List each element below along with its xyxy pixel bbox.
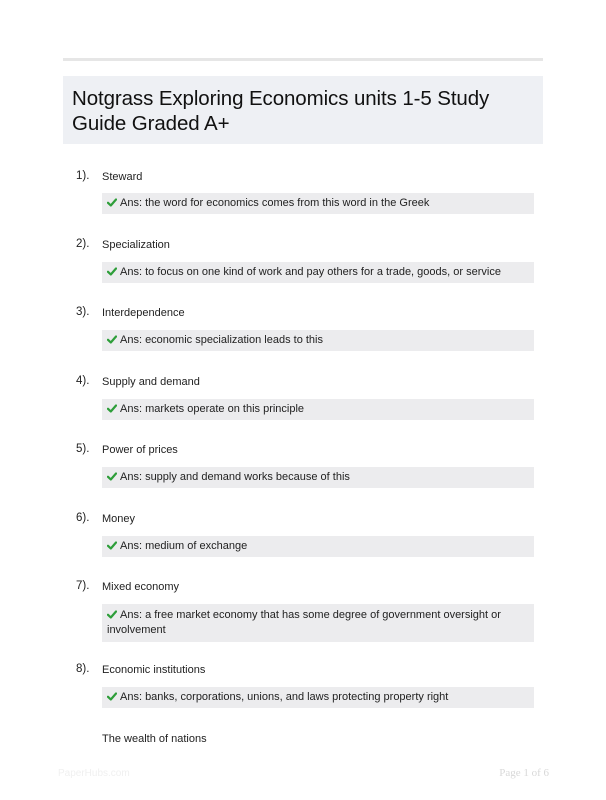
answer-box bbox=[102, 536, 534, 557]
answer-text: Ans: markets operate on this principle bbox=[120, 403, 305, 415]
question-term: The wealth of nations bbox=[102, 733, 207, 745]
document-title: Notgrass Exploring Economics units 1-5 Study Guide Graded A+ bbox=[72, 87, 490, 135]
question-number: 5). bbox=[76, 443, 90, 455]
answer-box bbox=[102, 467, 534, 488]
answer-box bbox=[102, 399, 534, 420]
question-term: Economic institutions bbox=[102, 664, 206, 676]
answer-text: Ans: banks, corporations, unions, and laws protecting property right bbox=[120, 691, 449, 703]
question-term: Specialization bbox=[102, 239, 170, 251]
checkmark-icon bbox=[107, 335, 117, 344]
answer-box bbox=[102, 604, 534, 642]
question-term: Power of prices bbox=[102, 444, 178, 456]
title-box bbox=[63, 76, 543, 144]
question-number: 4). bbox=[76, 375, 90, 387]
question-term: Money bbox=[102, 513, 136, 525]
answer-text: Ans: the word for economics comes from this word in the Greek bbox=[120, 197, 430, 209]
page-indicator: Page 1 of 6 bbox=[499, 767, 549, 779]
answer-text: Ans: a free market economy that has some degree of government oversight or involvement bbox=[107, 609, 501, 636]
question-term: Supply and demand bbox=[102, 376, 200, 388]
checkmark-icon bbox=[107, 472, 117, 481]
checkmark-icon bbox=[107, 692, 117, 701]
question-number: 6). bbox=[76, 512, 90, 524]
checkmark-icon bbox=[107, 610, 117, 619]
answer-box bbox=[102, 193, 534, 214]
question-term: Steward bbox=[102, 171, 143, 183]
question-number: 8). bbox=[76, 663, 90, 675]
answer-text: Ans: supply and demand works because of this bbox=[120, 471, 350, 483]
checkmark-icon bbox=[107, 404, 117, 413]
checkmark-icon bbox=[107, 198, 117, 207]
answer-text: Ans: medium of exchange bbox=[120, 540, 248, 552]
question-term: Interdependence bbox=[102, 307, 185, 319]
top-divider bbox=[63, 58, 543, 61]
answer-text: Ans: to focus on one kind of work and pay others for a trade, goods, or service bbox=[120, 266, 501, 278]
checkmark-icon bbox=[107, 541, 117, 550]
answer-box bbox=[102, 330, 534, 351]
question-term: Mixed economy bbox=[102, 581, 180, 593]
checkmark-icon bbox=[107, 267, 117, 276]
answer-text: Ans: economic specialization leads to this bbox=[120, 334, 323, 346]
answer-box bbox=[102, 262, 534, 283]
question-number: 3). bbox=[76, 306, 90, 318]
question-number: 1). bbox=[76, 170, 90, 182]
answer-box bbox=[102, 687, 534, 708]
question-number: 7). bbox=[76, 580, 90, 592]
footer-watermark: PaperHubs.com bbox=[58, 768, 130, 779]
question-number: 2). bbox=[76, 238, 90, 250]
